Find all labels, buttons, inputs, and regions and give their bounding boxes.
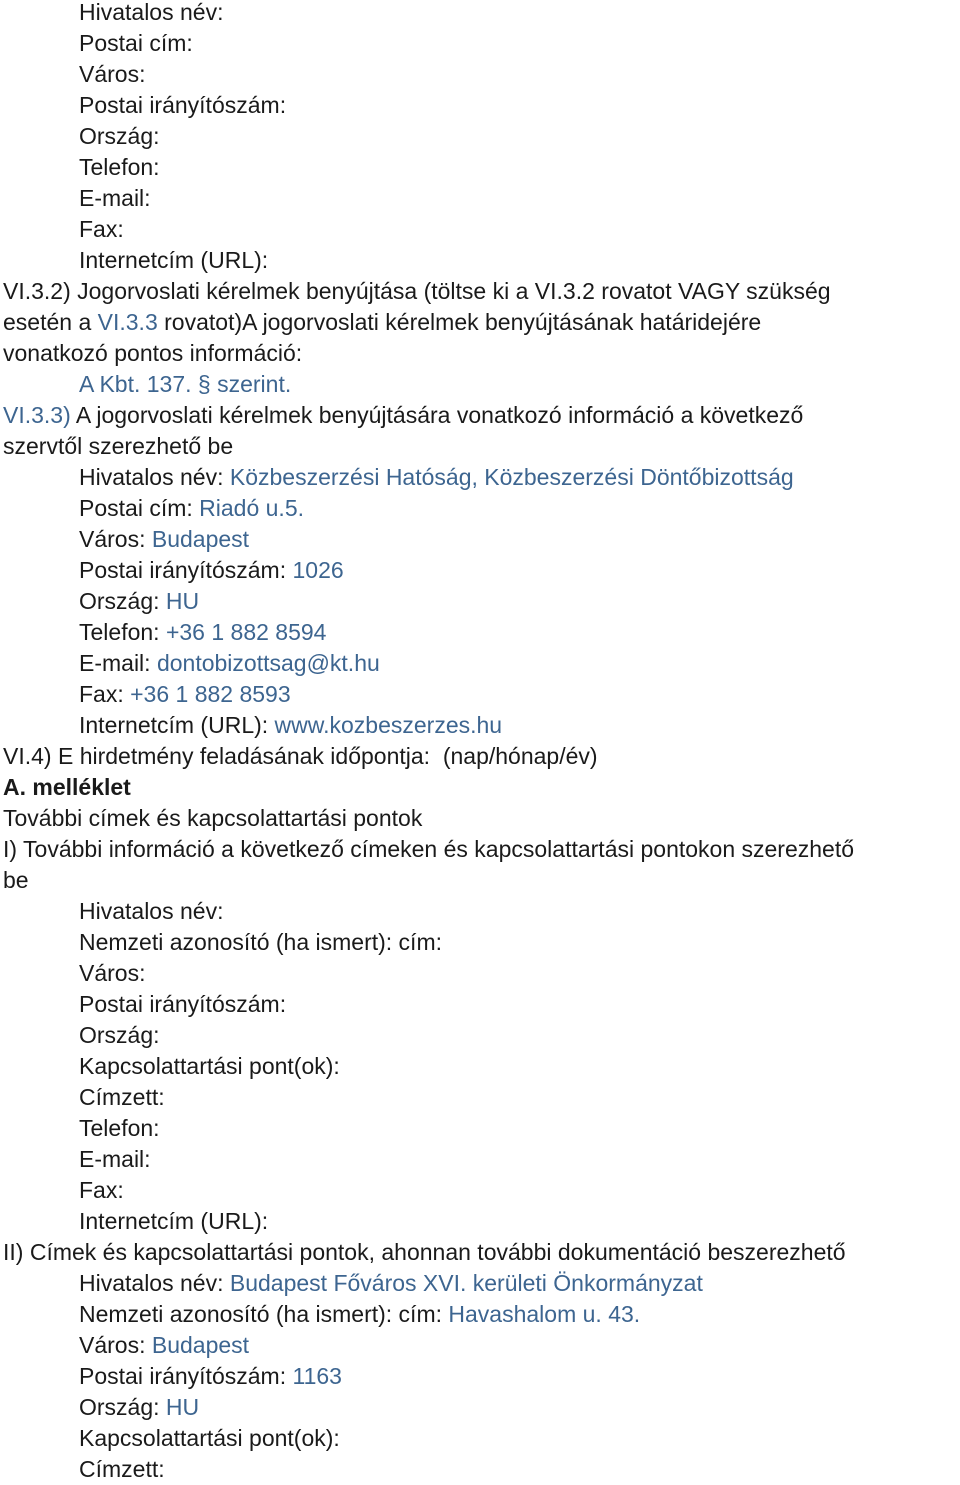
field-label: Kapcsolattartási pont(ok): xyxy=(79,1425,340,1451)
field-label: Fax: xyxy=(79,681,124,707)
field-label: Város: xyxy=(79,526,146,552)
vi33-reference-link[interactable]: VI.3.3 xyxy=(97,309,158,335)
section1-field: Telefon: xyxy=(79,1115,160,1141)
label-postai-cim: Postai cím: xyxy=(79,30,193,56)
label-varos: Város: xyxy=(79,61,146,87)
vi4-value: (nap/hónap/év) xyxy=(442,743,598,769)
vi4-label: VI.4) E hirdetmény feladásának időpontja: xyxy=(3,743,431,769)
vi32-heading-line2 xyxy=(3,307,761,338)
section2-field-orszag xyxy=(79,1392,199,1423)
field-value: Riadó u.5. xyxy=(199,495,305,521)
vi33-heading-label: VI.3.3) xyxy=(3,402,71,428)
label-hivatalos-nev: Hivatalos név: xyxy=(79,0,224,25)
annex-title: A. melléklet xyxy=(3,774,131,800)
field-value: Havashalom u. 43. xyxy=(448,1301,641,1327)
label-internetcim: Internetcím (URL): xyxy=(79,247,269,273)
section2-field-irsz xyxy=(79,1361,342,1392)
section1-heading-line2: be xyxy=(3,867,29,893)
field-label: Postai irányítószám: xyxy=(79,557,287,583)
vi33-field-hivatalos-nev xyxy=(79,462,794,493)
vi32-heading-line1: VI.3.2) Jogorvoslati kérelmek benyújtása (töltse ki a VI.3.2 rovatot VAGY szükség xyxy=(3,278,831,304)
section1-field: Internetcím (URL): xyxy=(79,1208,269,1234)
field-label: Postai cím: xyxy=(79,495,193,521)
vi32-value: A Kbt. 137. § szerint. xyxy=(79,371,292,397)
field-value: Budapest xyxy=(151,526,250,552)
section1-field: Kapcsolattartási pont(ok): xyxy=(79,1053,340,1079)
label-email: E-mail: xyxy=(79,185,151,211)
field-label: Hivatalos név: xyxy=(79,464,224,490)
vi32-rest: rovatot)A jogorvoslati kérelmek benyújtásának határidejére xyxy=(157,309,762,335)
field-label: Ország: xyxy=(79,1394,160,1420)
field-label: Nemzeti azonosító (ha ismert): cím: xyxy=(79,1301,442,1327)
vi4-line xyxy=(3,741,598,772)
field-value: 1026 xyxy=(292,557,344,583)
field-label: Ország: xyxy=(79,588,160,614)
vi32-prefix: esetén a xyxy=(3,309,98,335)
email-link[interactable]: dontobizottsag@kt.hu xyxy=(156,650,380,676)
field-label: Postai irányítószám: xyxy=(79,1363,287,1389)
vi33-field-postai-cim xyxy=(79,493,304,524)
section2-heading: II) Címek és kapcsolattartási pontok, ahonnan további dokumentáció beszerezhető xyxy=(3,1239,846,1265)
label-orszag: Ország: xyxy=(79,123,160,149)
field-label: Telefon: xyxy=(79,619,160,645)
vi33-heading-rest: A jogorvoslati kérelmek benyújtására vonatkozó információ a következő xyxy=(70,402,804,428)
field-label: Internetcím (URL): xyxy=(79,712,269,738)
vi33-field-email xyxy=(79,648,380,679)
section2-field-cimzett xyxy=(79,1454,165,1485)
vi33-heading-line2: szervtől szerezhető be xyxy=(3,433,234,459)
vi33-field-orszag xyxy=(79,586,199,617)
field-value: HU xyxy=(165,588,200,614)
field-label: E-mail: xyxy=(79,650,151,676)
vi33-field-internetcim xyxy=(79,710,502,741)
section2-field-varos xyxy=(79,1330,249,1361)
section1-field: Város: xyxy=(79,960,146,986)
section1-field: Fax: xyxy=(79,1177,124,1203)
url-link[interactable]: www.kozbeszerzes.hu xyxy=(274,712,503,738)
section1-field: Címzett: xyxy=(79,1084,165,1110)
field-label: Hivatalos név: xyxy=(79,1270,224,1296)
field-label: Város: xyxy=(79,1332,146,1358)
section2-field-cim xyxy=(79,1299,640,1330)
vi33-field-fax xyxy=(79,679,291,710)
vi33-field-irsz xyxy=(79,555,344,586)
section1-field: Ország: xyxy=(79,1022,160,1048)
section1-field: Hivatalos név: xyxy=(79,898,224,924)
field-value: 1163 xyxy=(292,1363,342,1389)
field-value: +36 1 882 8594 xyxy=(165,619,327,645)
section1-field: Nemzeti azonosító (ha ismert): cím: xyxy=(79,929,442,955)
field-value: Közbeszerzési Hatóság, Közbeszerzési Döntőbizottság xyxy=(229,464,794,490)
field-value: +36 1 882 8593 xyxy=(130,681,291,707)
section2-field-kapcsolattartasi xyxy=(79,1423,340,1454)
vi33-field-varos xyxy=(79,524,249,555)
section2-field-hivatalos-nev xyxy=(79,1268,703,1299)
field-label: Címzett: xyxy=(79,1456,165,1482)
annex-subtitle: További címek és kapcsolattartási pontok xyxy=(3,805,423,831)
section1-field: Postai irányítószám: xyxy=(79,991,287,1017)
label-fax: Fax: xyxy=(79,216,124,242)
section1-field: E-mail: xyxy=(79,1146,151,1172)
label-irsz: Postai irányítószám: xyxy=(79,92,287,118)
field-value: Budapest Főváros XVI. kerületi Önkormányzat xyxy=(229,1270,703,1296)
field-value: HU xyxy=(165,1394,200,1420)
field-value: Budapest xyxy=(151,1332,250,1358)
vi32-heading-line3: vonatkozó pontos információ: xyxy=(3,340,303,366)
vi33-field-telefon xyxy=(79,617,326,648)
label-telefon: Telefon: xyxy=(79,154,160,180)
section1-heading-line1: I) További információ a következő címeken és kapcsolattartási pontokon szerezhető xyxy=(3,836,855,862)
vi33-heading-line1 xyxy=(3,400,803,431)
